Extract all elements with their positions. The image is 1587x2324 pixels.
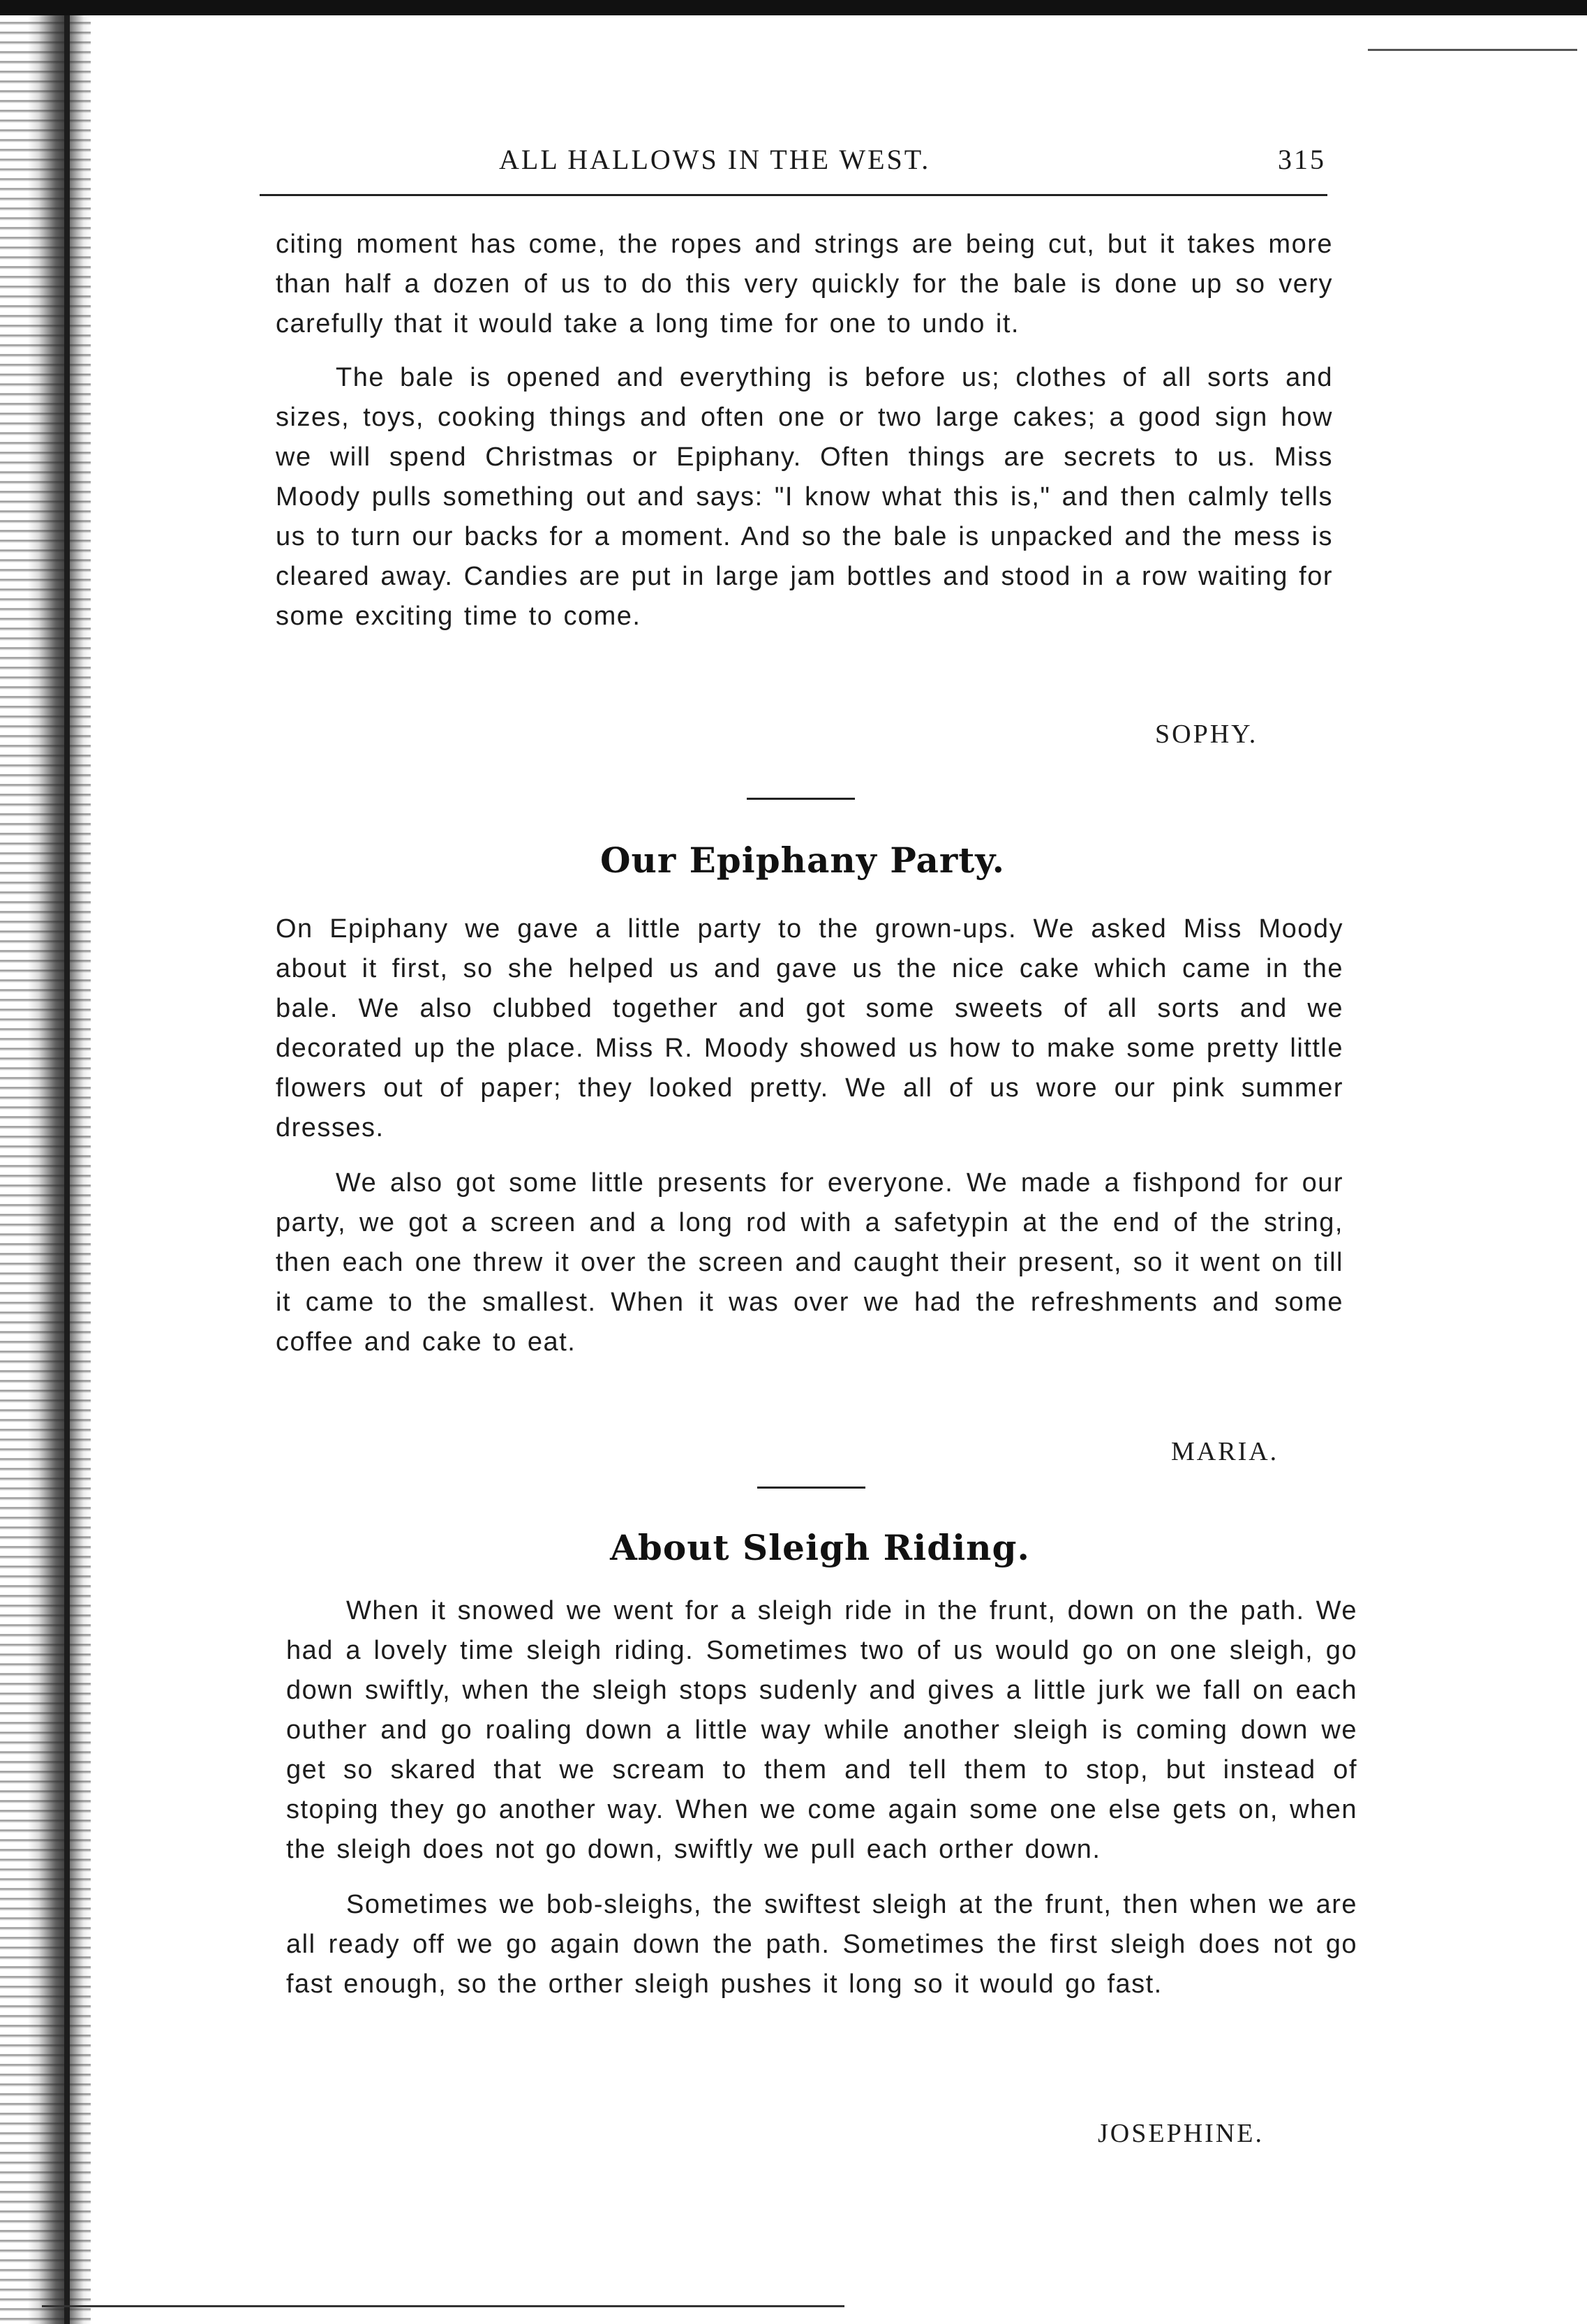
scan-bottom-rule	[42, 2305, 844, 2307]
section2-heading: Our Epiphany Party.	[599, 840, 1006, 881]
section2-paragraph-2: We also got some little presents for everyone. We made a fishpond for our party, we got a screen and a long rod with a safetypin at the end of the string, then each one threw it over the screen and caught their present, so it went on till it came to the smallest. When it was over we had the refreshments and some coffee and cake to eat.	[276, 1168, 1343, 1357]
section3-paragraph-2: Sometimes we bob-sleighs, the swiftest sleigh at the frunt, then when we are all ready off we go again down the path. Sometimes the first sleigh does not go fast enough, so the orther sleigh pushes it long so it would go fast.	[286, 1890, 1357, 1999]
section3-text	[286, 1591, 1357, 2004]
journal-title: ALL HALLOWS IN THE WEST.	[499, 144, 931, 175]
header-rule	[260, 194, 1327, 196]
page-number: 315	[1278, 144, 1326, 175]
section1-signature: SOPHY.	[1155, 720, 1258, 749]
section1-paragraph-1: citing moment has come, the ropes and strings are being cut, but it takes more than half a dozen of us to do this very quickly for the bale is done up so very carefully that it would take a long time for one to undo it.	[276, 230, 1333, 338]
section1-text	[276, 225, 1333, 636]
binding-shadow	[64, 15, 70, 2324]
running-head	[258, 143, 1326, 185]
scan-edge-rule	[1368, 49, 1577, 51]
section-divider-1	[747, 798, 855, 800]
section3-signature: JOSEPHINE.	[1098, 2119, 1264, 2148]
scan-top-border	[0, 0, 1587, 15]
section2-paragraph-1: On Epiphany we gave a little party to the grown-ups. We asked Miss Moody about it first, so she helped us and gave us the nice cake which came in the bale. We also clubbed together and got some sweets of all sorts and we decorated up the place. Miss R. Moody showed us how to make some pretty little flowers out of paper; they looked pretty. We all of us wore our pink summer dresses.	[276, 914, 1343, 1142]
section3-paragraph-1: When it snowed we went for a sleigh ride in the frunt, down on the path. We had a lovely time sleigh riding. Sometimes two of us would go on one sleigh, go down swiftly, when the sleigh stops sudenly and gives a little jurk we fall on each outher and go roaling down a little way while another sleigh is coming down we get so skared that we scream to them and tell them to stop, but instead of stoping they go another way. When we come again some one else gets on, when the sleigh does not go down, swiftly we pull each orther down.	[286, 1596, 1357, 1864]
section2-text	[276, 909, 1343, 1362]
section3-heading: About Sleigh Riding.	[610, 1527, 1030, 1568]
section2-signature: MARIA.	[1171, 1437, 1279, 1466]
section-divider-2	[757, 1487, 865, 1489]
section1-paragraph-2: The bale is opened and everything is before us; clothes of all sorts and sizes, toys, cooking things and often one or two large cakes; a good sign how we will spend Christmas or Epiphany. Often things are secrets to us. Miss Moody pulls something out and says: "I know what this is," and then calmly tells us to turn our backs for a moment. And so the bale is unpacked and the mess is cleared away. Candies are put in large jam bottles and stood in a row waiting for some exciting time to come.	[276, 363, 1333, 631]
page-binding-edge	[0, 15, 91, 2324]
